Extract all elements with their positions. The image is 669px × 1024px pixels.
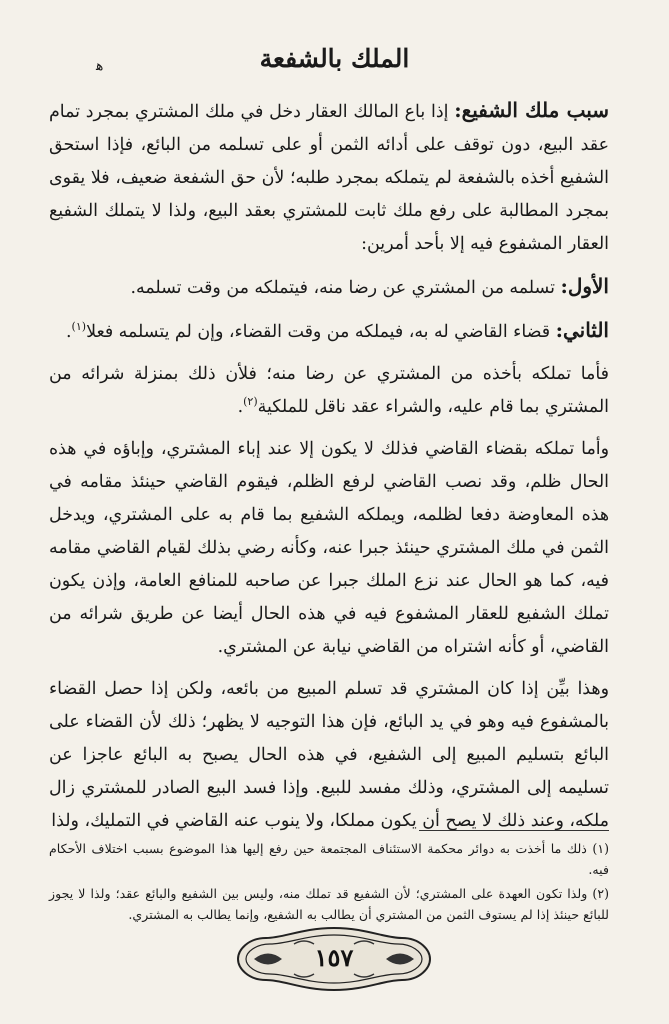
footnote-ref[interactable]: (٢): [243, 395, 258, 409]
paragraph-lead: سبب ملك الشفيع:: [454, 98, 609, 122]
footnote: (٢) ولذا تكون العهدة على المشتري؛ لأن الشفيع قد تملك منه، وليس بين الشفيع والبائع عقد؛ ولذا لا يجوز للبائع حينئذ إذا لم يستوف الثمن من المشتري أن يطالب به الشفيع، وإنما يطالب به المشتري.: [49, 886, 609, 922]
paragraph-lead: الثاني:: [555, 318, 609, 342]
paragraph: [49, 94, 609, 261]
head-mark: ﮬ: [96, 58, 104, 74]
footnotes: [49, 838, 609, 925]
paragraph-text: تسلمه من المشتري عن رضا منه، فيتملكه من وقت تسلمه.: [130, 278, 561, 298]
paragraph-text: قضاء القاضي له به، فيملكه من وقت القضاء، وإن لم يتسلمه فعلا: [86, 322, 556, 342]
paragraph-end: .: [66, 322, 72, 342]
paragraph: [49, 358, 609, 424]
paragraph-end: .: [237, 397, 244, 417]
footnote: (١) ذلك ما أخذت به دوائر محكمة الاستئناف المجتمعة حين رفع إليها هذا الموضوع بسبب اختلاف الأحكام فيه.: [49, 841, 609, 877]
paragraph: [49, 433, 609, 664]
page-number: ١٥٧: [314, 943, 354, 972]
footnote-divider: [419, 830, 609, 831]
page-number-ornament: [234, 924, 434, 994]
paragraph-text: إذا باع المالك العقار دخل في ملك المشتري بمجرد تمام عقد البيع، دون توقف على أدائه الثمن أو على تسلمه من البائع، فإذا استحق الشفيع أخذه بالشفعة لم يتملكه بمجرد طلبه؛ لأن حق الشفعة ضعيف، فلا يقوى بمجرد المطالبة على رفع ملك ثابت للمشتري بعقد البيع، ولذا لا يتملك الشفيع العقار المشفوع فيه إلا بأحد أمرين:: [49, 102, 609, 254]
paragraph-text: وهذا بيِّن إذا كان المشتري قد تسلم المبيع من بائعه، ولكن إذا حصل القضاء بالمشفوع فيه وهو في يد البائع، فإن هذا التوجيه لا يظهر؛ ذلك لأن القضاء على البائع بتسليم المبيع إلى الشفيع، في هذه الحال يصبح به البائع عاجزا عن تسليمه إلى المشتري، وذلك مفسد للبيع. وإذا فسد البيع الصادر للمشتري زال ملكه، وعند ذلك لا يصح أن يكون مملكا، ولا ينوب عنه القاضي في التمليك، ولذا: [49, 679, 609, 831]
paragraph-text: فأما تملكه بأخذه من المشتري عن رضا منه؛ فلأن ذلك بمنزلة شرائه من المشتري بما قام عليه، والشراء عقد ناقل للملكية: [49, 364, 609, 417]
main-text: [49, 94, 609, 838]
paragraph: [49, 314, 609, 349]
paragraph-text: وأما تملكه بقضاء القاضي فذلك لا يكون إلا عند إباء المشتري، وإباؤه في هذه الحال ظلم، وقد نصب القاضي لرفع الظلم، فيقوم القاضي حينئذ مقامه في هذه المعاوضة دفعا لظلمه، ويملكه الشفيع بما قام به على المشتري، ويدخل الثمن في ملك المشتري حينئذ جبرا عنه، وكأنه رضي بذلك لقيام القاضي مقامه فيه، كما هو الحال عند نزع الملك جبرا عن صاحبه للمنافع العامة، وإذن يكون تملك الشفيع للعقار المشفوع فيه في هذه الحال أيضا عن طريق شرائه من القاضي، أو كأنه اشتراه من القاضي نيابة عن المشتري.: [49, 439, 609, 657]
running-head-title: الملك بالشفعة: [259, 44, 410, 73]
paragraph: [49, 270, 609, 305]
paragraph-lead: الأول:: [560, 274, 609, 298]
paragraph: [49, 673, 609, 838]
footnote-ref[interactable]: (١): [71, 320, 87, 334]
